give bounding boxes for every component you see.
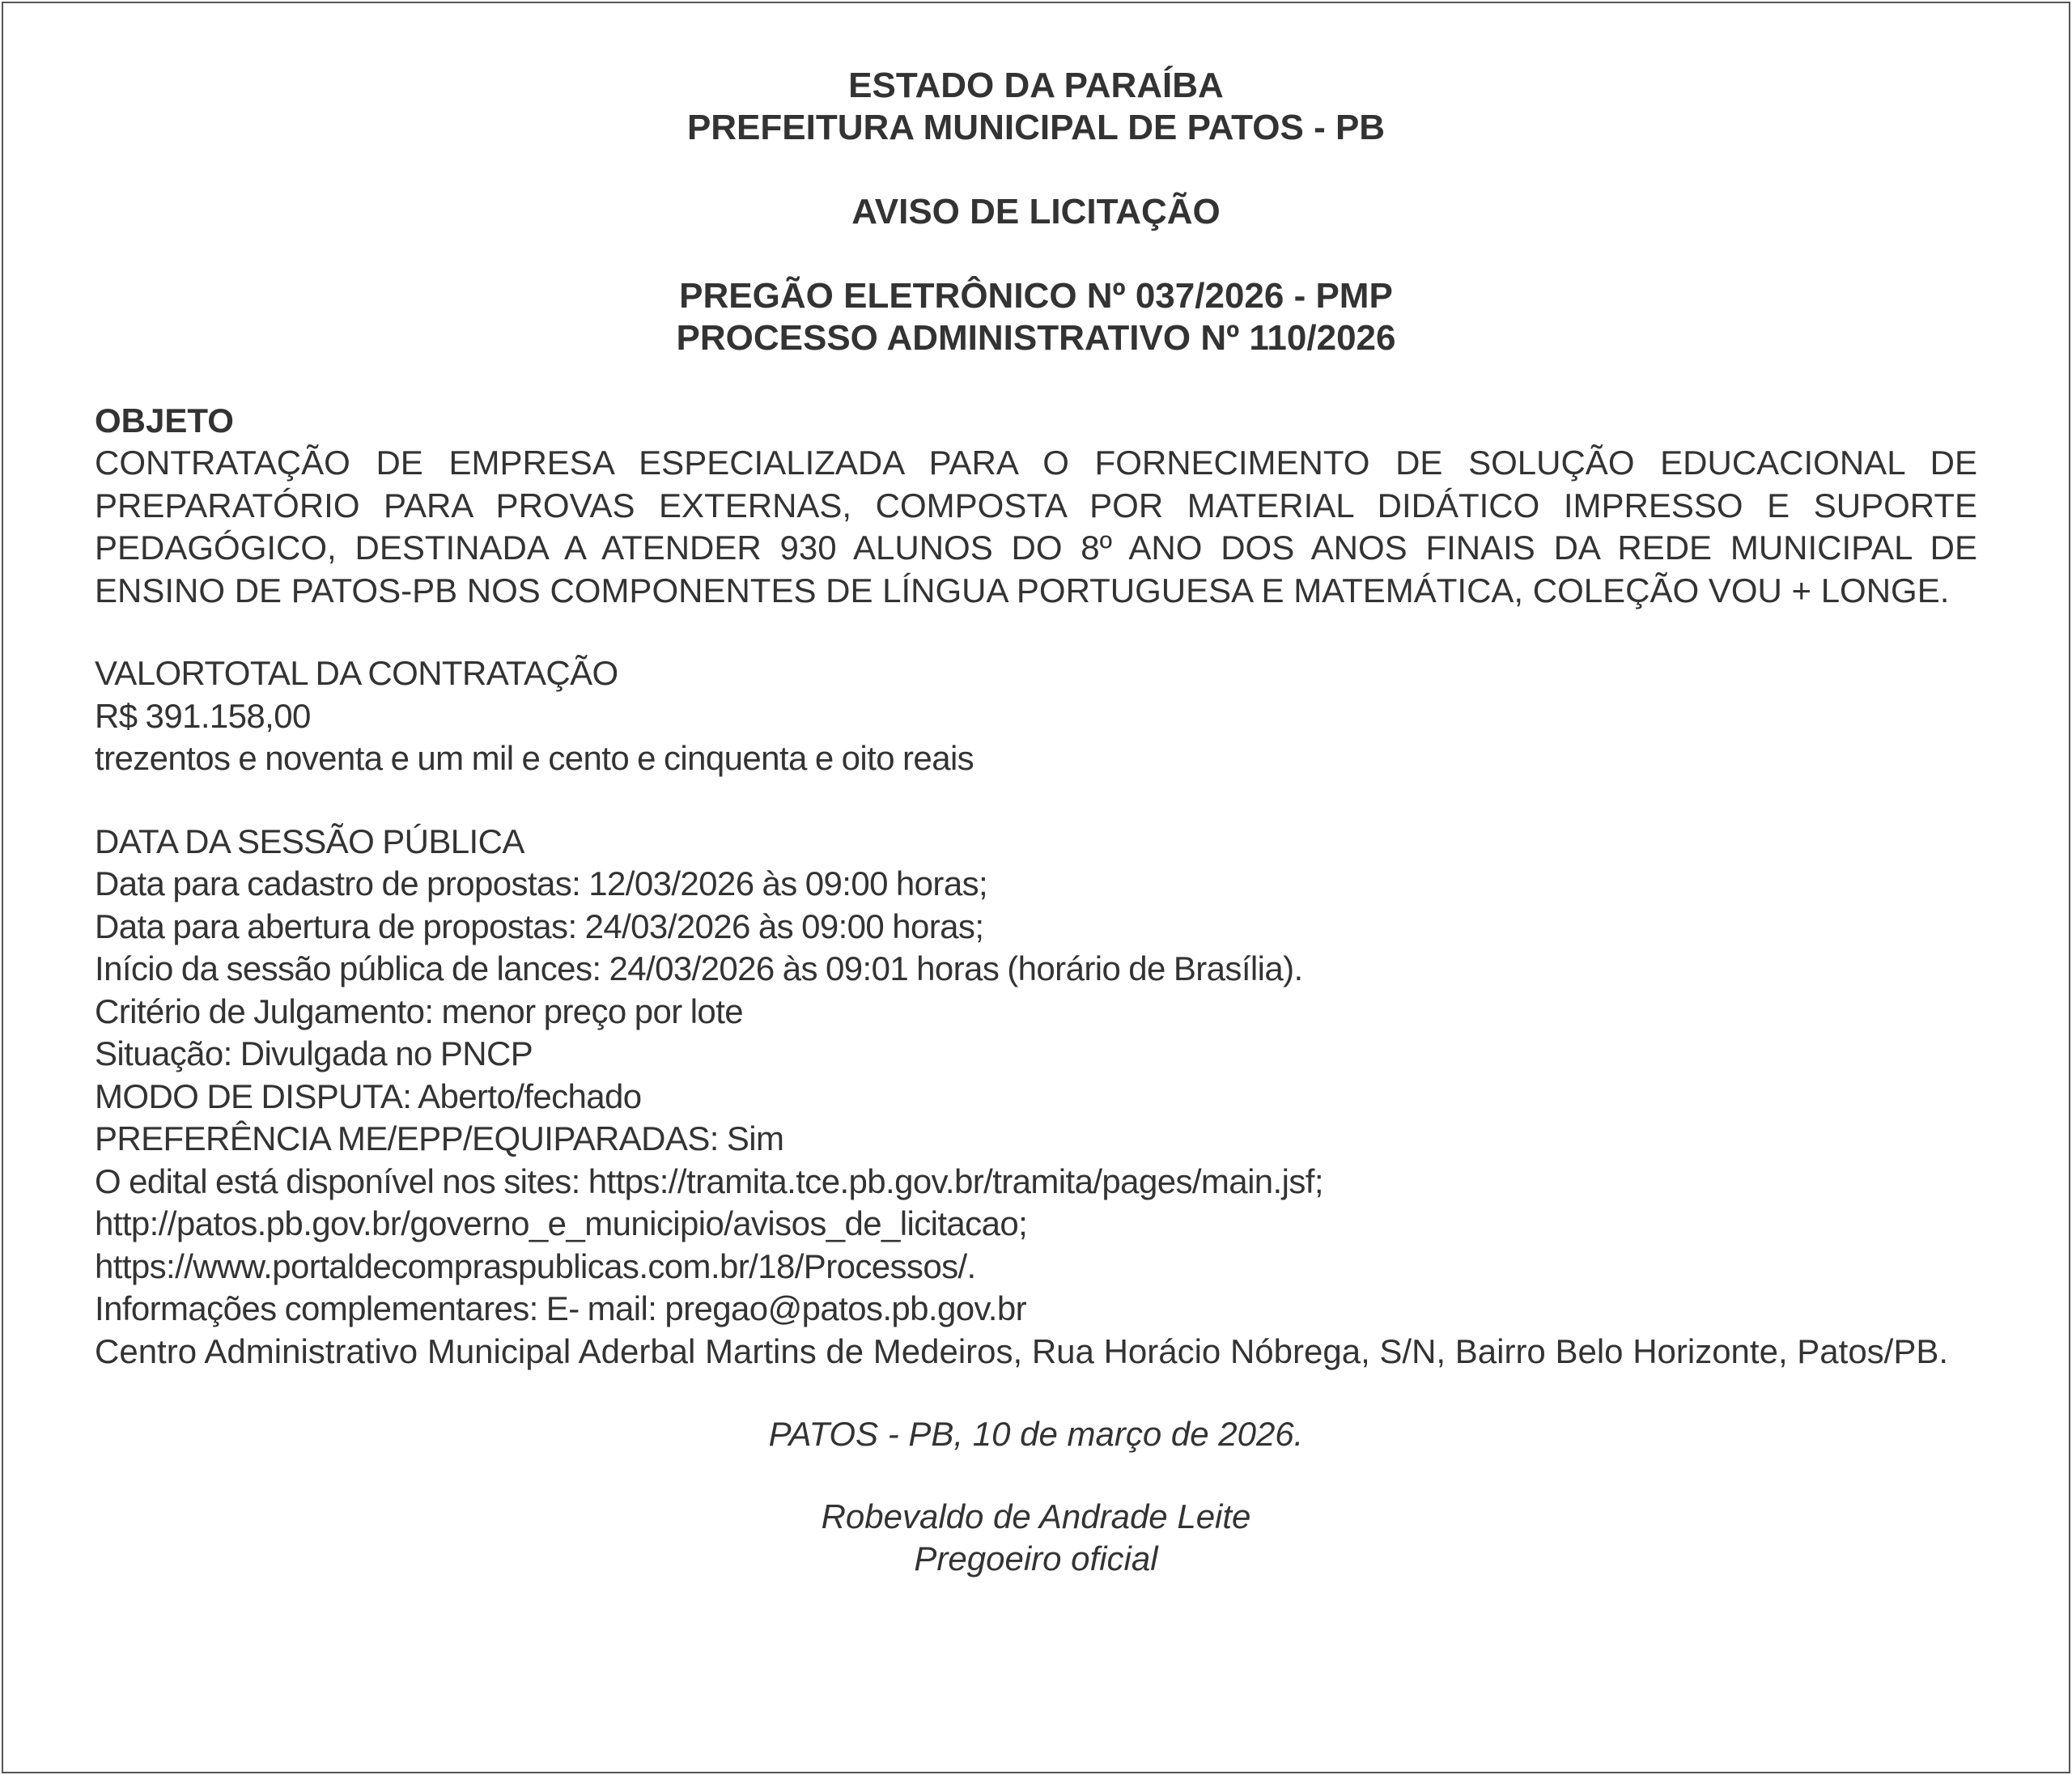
notice-document — [95, 65, 1977, 1580]
place-date: PATOS - PB, 10 de março de 2026. — [768, 1415, 1304, 1453]
municipality-heading: PREFEITURA MUNICIPAL DE PATOS - PB — [686, 108, 1386, 147]
notice-title: AVISO DE LICITAÇÃO — [851, 192, 1221, 231]
objeto-title: OBJETO — [95, 401, 234, 440]
pregao-heading: PREGÃO ELETRÔNICO Nº 037/2026 - PMP — [679, 276, 1393, 316]
sessao-line: http://patos.pb.gov.br/governo_e_municipio/avisos_de_licitacao; — [95, 1204, 1028, 1242]
signer-role: Pregoeiro oficial — [914, 1539, 1158, 1578]
sessao-line: https://www.portaldecompraspublicas.com.br/18/Processos/. — [95, 1246, 976, 1285]
sessao-line: Critério de Julgamento: menor preço por lote — [95, 992, 744, 1030]
sessao-line: Situação: Divulgada no PNCP — [95, 1034, 533, 1072]
valor-amount: R$ 391.158,00 — [95, 696, 311, 735]
state-heading: ESTADO DA PARAÍBA — [848, 66, 1224, 105]
sessao-line: Data para abertura de propostas: 24/03/2026 às 09:00 horas; — [95, 907, 984, 945]
objeto-text: CONTRATAÇÃO DE EMPRESA ESPECIALIZADA PARA O FORNECIMENTO DE SOLUÇÃO EDUCACIONAL DE PREPARATÓRIO PARA PROVAS EXTERNAS, COMPOSTA POR MATERIAL DIDÁTICO IMPRESSO E SUPORTE PEDAGÓGICO, DESTINADA A ATENDER 930 ALUNOS DO 8º ANO DOS ANOS FINAIS DA REDE MUNICIPAL DE ENSINO DE PATOS-PB NOS COMPONENTES DE LÍNGUA PORTUGUESA E MATEMÁTICA, COLEÇÃO VOU + LONGE. — [95, 444, 1977, 609]
processo-heading: PROCESSO ADMINISTRATIVO Nº 110/2026 — [676, 318, 1396, 358]
sessao-line: Data para cadastro de propostas: 12/03/2026 às 09:00 horas; — [95, 864, 988, 902]
sessao-line: MODO DE DISPUTA: Aberto/fechado — [95, 1076, 642, 1115]
sessao-line: Informações complementares: E- mail: pregao@patos.pb.gov.br — [95, 1289, 1027, 1327]
sessao-line: O edital está disponível nos sites: https://tramita.tce.pb.gov.br/tramita/pages/main.jsf; — [95, 1161, 1323, 1200]
valor-words: trezentos e noventa e um mil e cento e cinquenta e oito reais — [95, 739, 974, 777]
signer-name: Robevaldo de Andrade Leite — [821, 1497, 1251, 1535]
address-text: Centro Administrativo Municipal Aderbal Martins de Medeiros, Rua Horácio Nóbrega, S/N, Bairro Belo Horizonte, Patos/PB. — [95, 1331, 1949, 1370]
sessao-line: Início da sessão pública de lances: 24/03/2026 às 09:01 horas (horário de Brasília). — [95, 949, 1303, 987]
valor-title: VALORTOTAL DA CONTRATAÇÃO — [95, 654, 618, 692]
sessao-line: PREFERÊNCIA ME/EPP/EQUIPARADAS: Sim — [95, 1119, 784, 1157]
sessao-title: DATA DA SESSÃO PÚBLICA — [95, 822, 524, 860]
